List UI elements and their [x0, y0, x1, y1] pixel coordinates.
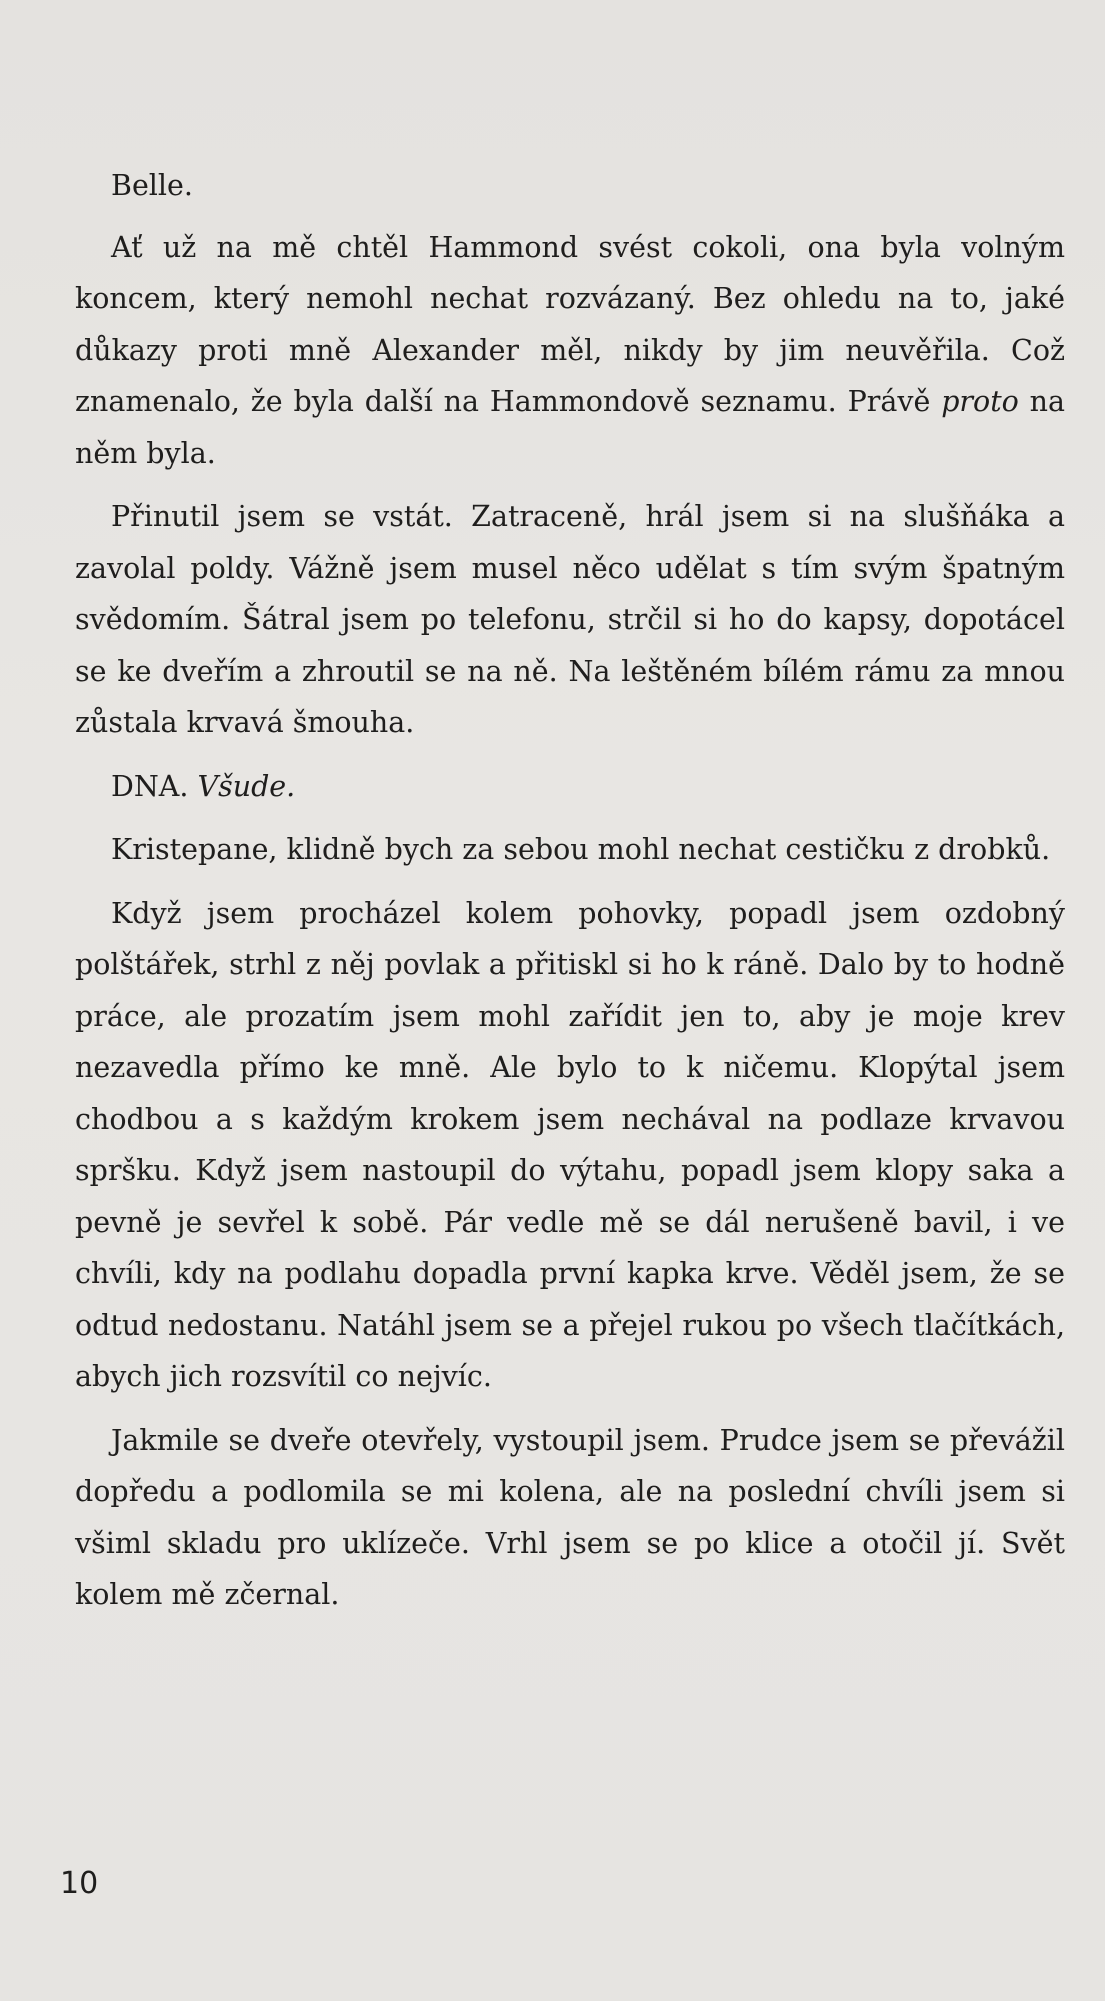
- body-text: [75, 160, 1065, 1633]
- paragraph-text: Jakmile se dveře otevřely, vystoupil jsem. Prudce jsem se převážil dopředu a podlomila se mi kolena, ale na poslední chvíli jsem si všiml skladu pro uklízeče. Vrhl jsem se po klice a otočil jí. Svět kolem mě zčernal.: [75, 1423, 1065, 1611]
- paragraph-text: Přinutil jsem se vstát. Zatraceně, hrál jsem si na slušňáka a zavolal poldy. Vážně jsem musel něco udělat s tím svým špatným svědomím. Šátral jsem po telefonu, strčil si ho do kapsy, dopotácel se ke dveřím a zhroutil se na ně. Na leštěném bílém rámu za mnou zůstala krvavá šmouha.: [75, 500, 1065, 739]
- paragraph: [75, 160, 1065, 212]
- paragraph-text: Belle.: [111, 169, 193, 202]
- paragraph: [75, 761, 1065, 813]
- paragraph-text: DNA.: [111, 769, 189, 803]
- paragraph: [75, 1415, 1065, 1621]
- paragraph: [75, 888, 1065, 1403]
- emphasis-text: Všude.: [197, 769, 296, 803]
- paragraph: [75, 491, 1065, 749]
- paragraph: [75, 824, 1065, 876]
- paragraph-text: na něm byla.: [75, 385, 1066, 470]
- paragraph-text: Když jsem procházel kolem pohovky, popadl jsem ozdobný polštářek, strhl z něj povlak a přitiskl si ho k ráně. Dalo by to hodně práce, ale prozatím jsem mohl zařídit jen to, aby je moje krev nezavedla přímo ke mně. Ale bylo to k ničemu. Klopýtal jsem chodbou a s každým krokem jsem nechával na podlaze krvavou spršku. Když jsem nastoupil do výtahu, popadl jsem klopy saka a pevně je sevřel k sobě. Pár vedle mě se dál nerušeně bavil, i ve chvíli, kdy na podlahu dopadla první kapka krve. Věděl jsem, že se odtud nedostanu. Natáhl jsem se a přejel rukou po všech tlačítkách, abych jich rozsvítil co nejvíc.: [75, 896, 1065, 1393]
- paragraph-text: Kristepane, klidně bych za sebou mohl nechat cestičku z drobků.: [111, 833, 1051, 866]
- paragraph-text: Ať už na mě chtěl Hammond svést cokoli, ona byla volným koncem, který nemohl nechat rozvázaný. Bez ohledu na to, jaké důkazy proti mně Alexander měl, nikdy by jim neuvěřila. Což znamenalo, že byla další na Hammondově seznamu. Právě: [75, 230, 1065, 418]
- page-number: 10: [60, 1866, 99, 1901]
- emphasis-text: proto: [941, 385, 1019, 418]
- paragraph: [75, 222, 1065, 480]
